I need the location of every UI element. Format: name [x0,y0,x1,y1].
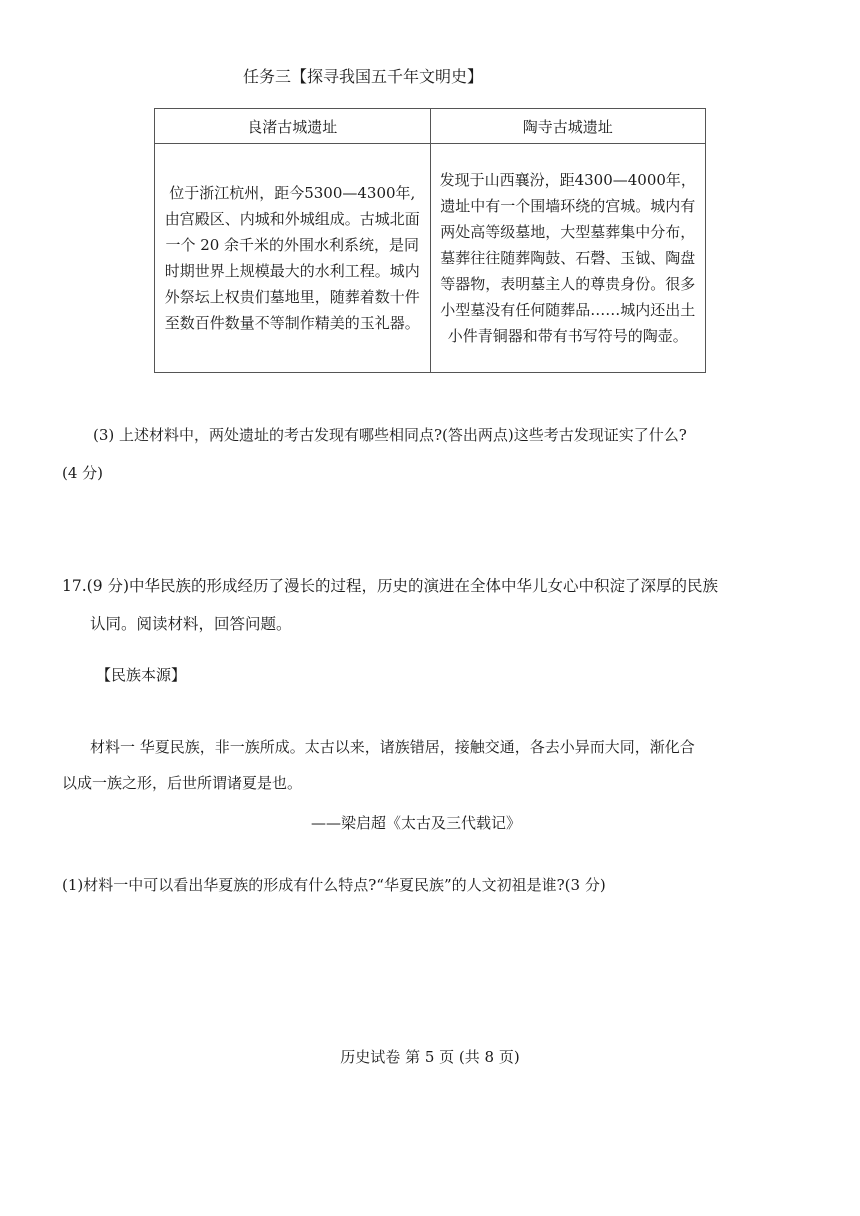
question-17-line2: 认同。阅读材料，回答问题。 [90,615,292,633]
material-1-citation: ——梁启超《太古及三代载记》 [311,814,522,832]
table-header-liangzhu: 良渚古城遗址 [155,109,431,144]
table-cell-liangzhu: 位于浙江杭州，距今5300—4300年,由宫殿区、内城和外城组成。古城北面一个 20 余千米的外围水利系统，是同时期世界上规模最大的水利工程。城内外祭坛上权贵们墓地里，随葬着数十件至数百件数量不等制作精美的玉礼器。 [155,144,431,373]
section-title: 【民族本源】 [96,666,187,684]
material-1-line1: 材料一 华夏民族，非一族所成。太古以来，诸族错居，接触交通，各去小异而大同，渐化合 [90,738,695,756]
material-1-line2: 以成一族之形，后世所谓诸夏是也。 [62,774,303,792]
table-header-taosi: 陶寺古城遗址 [430,109,706,144]
subquestion-1: (1)材料一中可以看出华夏族的形成有什么特点?“华夏民族”的人文初祖是谁?(3 分) [62,876,606,894]
sites-table [154,108,706,373]
page-footer: 历史试卷 第 5 页 (共 8 页) [340,1048,520,1066]
question-3-line1: (3) 上述材料中，两处遗址的考古发现有哪些相同点?(答出两点)这些考古发现证实了什么? [93,426,687,444]
question-3-line2: (4 分) [62,464,104,482]
table-cell-taosi: 发现于山西襄汾，距4300—4000年，遗址中有一个围墙环绕的宫城。城内有两处高等级墓地，大型墓葬集中分布，墓葬往往随葬陶鼓、石磬、玉钺、陶盘等器物，表明墓主人的尊贵身份。很多小型墓没有任何随葬品……城内还出土小件青铜器和带有书写符号的陶壶。 [430,144,706,373]
task-heading: 任务三【探寻我国五千年文明史】 [243,67,484,86]
question-17-line1: 17.(9 分)中华民族的形成经历了漫长的过程，历史的演进在全体中华儿女心中积淀了深厚的民族 [62,577,719,595]
